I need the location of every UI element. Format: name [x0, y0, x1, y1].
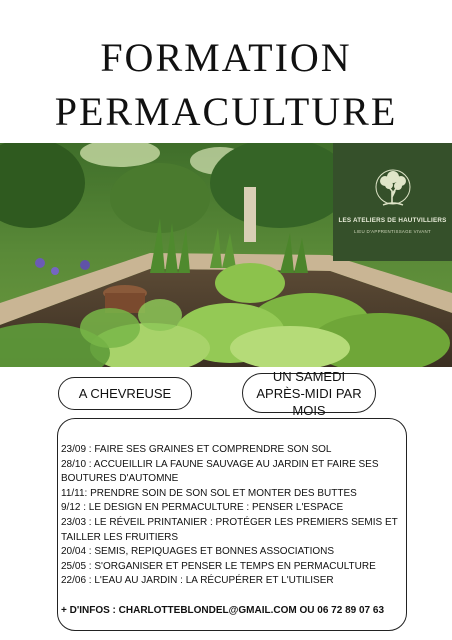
- logo-badge: [333, 143, 452, 261]
- schedule-badge: UN SAMEDI APRÈS-MIDI PAR MOIS: [242, 373, 376, 413]
- title-line-1: FORMATION: [100, 35, 352, 80]
- location-badge: A CHEVREUSE: [58, 377, 192, 410]
- program-item: 22/06 : L'EAU AU JARDIN : LA RÉCUPÉRER ET L'UTILISER: [61, 575, 334, 587]
- program-item: 23/03 : LE RÉVEIL PRINTANIER : PROTÉGER LES PREMIERS SEMIS ET TAILLER LES FRUITIERS: [61, 516, 398, 543]
- contact-info: + D'INFOS : CHARLOTTEBLONDEL@GMAIL.COM OU 06 72 89 07 63: [61, 605, 385, 616]
- program-item: 9/12 : LE DESIGN EN PERMACULTURE : PENSER L'ESPACE: [61, 502, 344, 514]
- program-box: [57, 418, 407, 631]
- program-item: 11/11: PRENDRE SOIN DE SON SOL ET MONTER DES BUTTES: [61, 487, 357, 499]
- tree-icon: [369, 167, 417, 215]
- title-line-2: PERMACULTURE: [54, 89, 398, 134]
- program-item: 23/09 : FAIRE SES GRAINES ET COMPRENDRE SON SOL: [61, 444, 332, 455]
- program-item: 25/05 : S'ORGANISER ET PENSER LE TEMPS EN PERMACULTURE: [61, 560, 376, 572]
- program-list: [61, 443, 406, 589]
- program-item: 20/04 : SEMIS, REPIQUAGES ET BONNES ASSOCIATIONS: [61, 546, 335, 558]
- logo-tagline: LIEU D'APPRENTISSAGE VIVANT: [354, 229, 431, 234]
- program-item: 28/10 : ACCUEILLIR LA FAUNE SAUVAGE AU JARDIN ET FAIRE SES BOUTURES D'AUTOMNE: [61, 458, 379, 485]
- logo-name: LES ATELIERS DE HAUTVILLIERS: [338, 217, 447, 224]
